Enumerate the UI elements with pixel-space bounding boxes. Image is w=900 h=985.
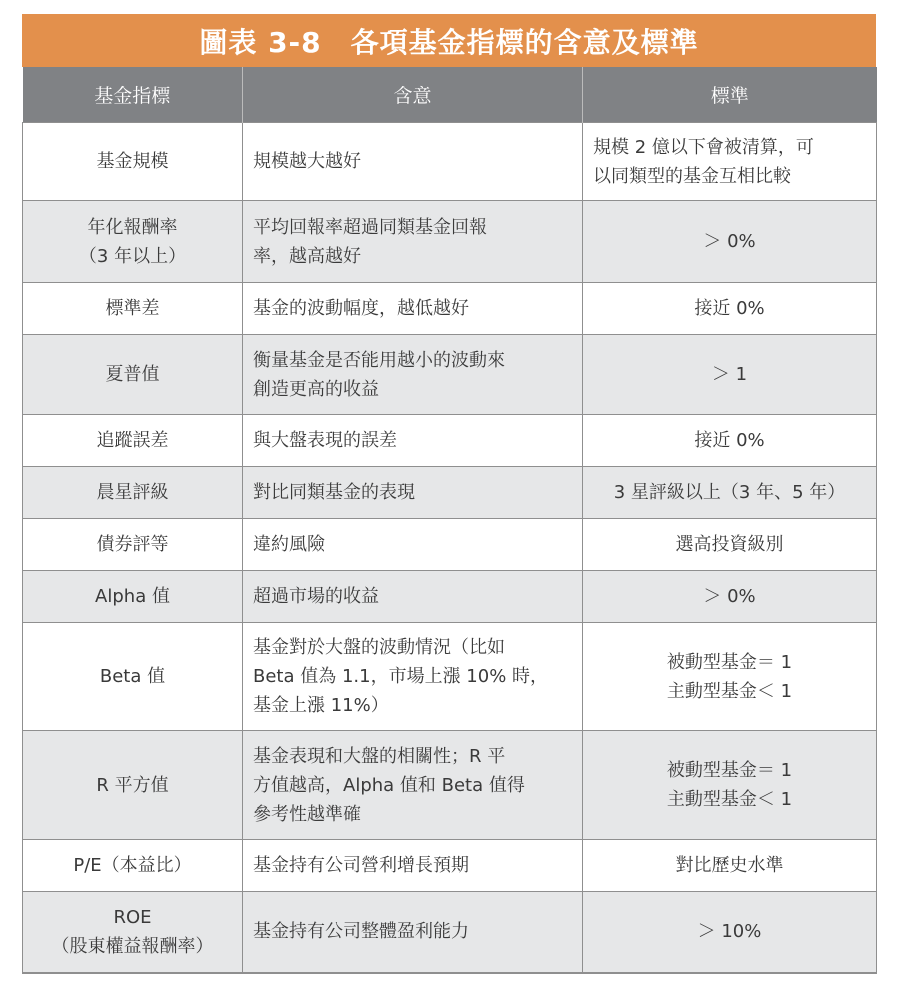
indicator-cell: 基金規模 [23,123,243,201]
meaning-cell: 基金表現和大盤的相關性；R 平 方值越高，Alpha 值和 Beta 值得 參考性越準確 [243,731,583,840]
table-row [23,623,877,731]
table-row [23,519,877,571]
standard-cell: ＞ 10% [583,892,877,973]
indicator-cell: Beta 值 [23,623,243,731]
standard-cell: 被動型基金＝ 1 主動型基金＜ 1 [583,731,877,840]
standard-cell: 3 星評級以上（3 年、5 年） [583,467,877,519]
table-row [23,840,877,892]
standard-cell: 對比歷史水準 [583,840,877,892]
standard-cell: ＞ 0% [583,571,877,623]
meaning-cell: 規模越大越好 [243,123,583,201]
table-row [23,201,877,283]
table-header-row [23,67,877,123]
header-indicator: 基金指標 [23,67,243,123]
indicator-cell: 追蹤誤差 [23,415,243,467]
indicator-cell: Alpha 值 [23,571,243,623]
meaning-cell: 違約風險 [243,519,583,571]
meaning-cell: 超過市場的收益 [243,571,583,623]
indicator-cell: 晨星評級 [23,467,243,519]
standard-cell: 被動型基金＝ 1 主動型基金＜ 1 [583,623,877,731]
standard-cell: 接近 0% [583,415,877,467]
standard-cell: ＞ 0% [583,201,877,283]
fund-indicator-table-figure [22,14,876,974]
header-standard: 標準 [583,67,877,123]
meaning-cell: 基金的波動幅度，越低越好 [243,283,583,335]
indicator-cell: 夏普值 [23,335,243,415]
standard-cell: 接近 0% [583,283,877,335]
indicator-cell: 債券評等 [23,519,243,571]
standard-cell: 選高投資級別 [583,519,877,571]
meaning-cell: 基金持有公司整體盈利能力 [243,892,583,973]
indicator-cell: P/E（本益比） [23,840,243,892]
meaning-cell: 基金持有公司營利增長預期 [243,840,583,892]
meaning-cell: 對比同類基金的表現 [243,467,583,519]
figure-title: 圖表 3-8 各項基金指標的含意及標準 [22,14,876,67]
indicator-cell: 標準差 [23,283,243,335]
meaning-cell: 平均回報率超過同類基金回報 率，越高越好 [243,201,583,283]
indicator-cell: R 平方值 [23,731,243,840]
table-row [23,283,877,335]
meaning-cell: 與大盤表現的誤差 [243,415,583,467]
indicator-cell: 年化報酬率 （3 年以上） [23,201,243,283]
meaning-cell: 基金對於大盤的波動情況（比如 Beta 值為 1.1，市場上漲 10% 時， 基金上漲 11%） [243,623,583,731]
standard-cell: ＞ 1 [583,335,877,415]
table-row [23,892,877,973]
table-row [23,123,877,201]
table-row [23,415,877,467]
standard-cell: 規模 2 億以下會被清算，可 以同類型的基金互相比較 [583,123,877,201]
table-row [23,571,877,623]
indicator-cell: ROE （股東權益報酬率） [23,892,243,973]
table-row [23,335,877,415]
table-row [23,731,877,840]
indicator-table [22,67,877,974]
header-meaning: 含意 [243,67,583,123]
meaning-cell: 衡量基金是否能用越小的波動來 創造更高的收益 [243,335,583,415]
table-row [23,467,877,519]
